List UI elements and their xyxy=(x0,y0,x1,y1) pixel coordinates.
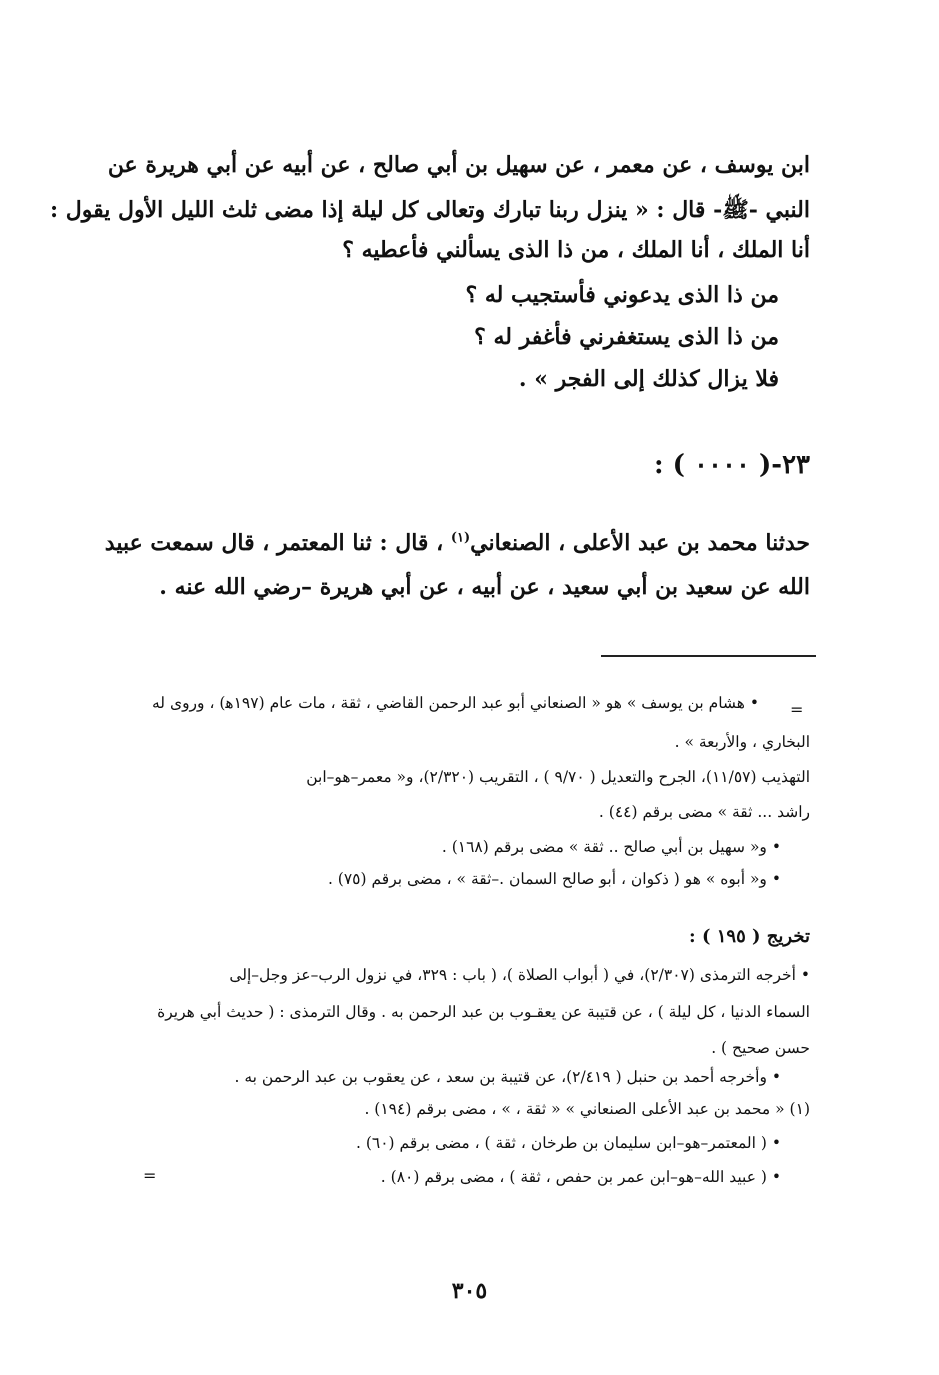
takhrij-line-4: • وأخرجه أحمد بن حنبل ( ٢/٤١٩)، عن قتيبة بن سعد ، عن يعقوب بن عبد الرحمن به . xyxy=(234,1068,781,1086)
footnote-line-2: البخاري ، والأربعة » . xyxy=(674,733,810,751)
takhrij-heading: تخريج ( ١٩٥ ) : xyxy=(689,926,810,947)
main-text-line-3: أنا الملك ، أنا الملك ، من ذا الذى يسألني فأعطيه ؟ xyxy=(342,237,810,263)
takhrij-line-5: (١) « محمد بن عبد الأعلى الصنعاني » « ثقة ، » ، مضى برقم (١٩٤) . xyxy=(364,1100,810,1118)
main-text-line-4: من ذا الذى يدعوني فأستجيب له ؟ xyxy=(465,282,779,308)
footnote-line-3: التهذيب (١١/٥٧)، الجرح والتعديل ( ٩/٧٠ ) ، التقريب (٢/٣٢٠)، و« معمر–هو–ابن xyxy=(306,768,810,786)
page-number: ٣٠٥ xyxy=(451,1278,488,1304)
footnote-line-4: راشد ... ثقة » مضى برقم (٤٤) . xyxy=(598,803,810,821)
takhrij-line-1: • أخرجه الترمذى (٢/٣٠٧)، في ( أبواب الصلاة )، ( باب : ٣٢٩، في نزول الرب–عز وجل–إلى xyxy=(229,966,810,984)
footnote-continuation-mark: = xyxy=(790,700,804,719)
main-text-line-6: فلا يزال كذلك إلى الفجر » . xyxy=(518,366,779,392)
isnad-text-b: ، قال : ثنا المعتمر ، قال سمعت عبيد xyxy=(104,530,444,556)
isnad-text-a: حدثنا محمد بن عبد الأعلى ، الصنعاني xyxy=(470,530,810,556)
hadith-heading: ٢٣-( ٠٠٠٠ ) : xyxy=(654,450,810,480)
main-text-line-2: النبي -ﷺ- قال : « ينزل ربنا تبارك وتعالى كل ليلة إذا مضى ثلث الليل الأول يقول : xyxy=(49,197,810,223)
footnote-line-5: • و« سهيل بن أبي صالح .. ثقة » مضى برقم (١٦٨) . xyxy=(441,838,781,856)
footnote-divider xyxy=(601,655,816,657)
isnad-line-2: الله عن سعيد بن أبي سعيد ، عن أبيه ، عن أبي هريرة –رضي الله عنه . xyxy=(159,574,810,600)
footnote-line-1: • هشام بن يوسف » هو « الصنعاني أبو عبد الرحمن القاضي ، ثقة ، مات عام (١٩٧ﻫ) ، وروى له xyxy=(151,694,759,712)
main-text-line-1: ابن يوسف ، عن معمر ، عن سهيل بن أبي صالح ، عن أبيه عن أبي هريرة عن xyxy=(107,152,810,178)
footnote-line-6: • و« أبوه » هو ( ذكوان ، أبو صالح السمان .–ثقة » ، مضى برقم (٧٥) . xyxy=(327,870,781,888)
isnad-line-1 xyxy=(105,530,810,556)
takhrij-line-2: السماء الدنيا ، كل ليلة ) ، عن قتيبة عن يعقـوب بن عبد الرحمن به . وقال الترمذى : ( حديث أبي هريرة xyxy=(157,1003,810,1021)
takhrij-continuation-mark: = xyxy=(143,1166,157,1185)
takhrij-line-3: حسن صحيح ) . xyxy=(711,1039,810,1057)
takhrij-line-6: • ( المعتمر–هو–ابن سليمان بن طرخان ، ثقة ) ، مضى برقم (٦٠) . xyxy=(355,1134,781,1152)
takhrij-line-7: • ( عبيد الله–هو–ابن عمر بن حفص ، ثقة ) ، مضى برقم (٨٠) . xyxy=(380,1168,781,1186)
main-text-line-5: من ذا الذى يستغفرني فأغفر له ؟ xyxy=(474,324,779,350)
footnote-ref-1: (١) xyxy=(450,530,471,546)
